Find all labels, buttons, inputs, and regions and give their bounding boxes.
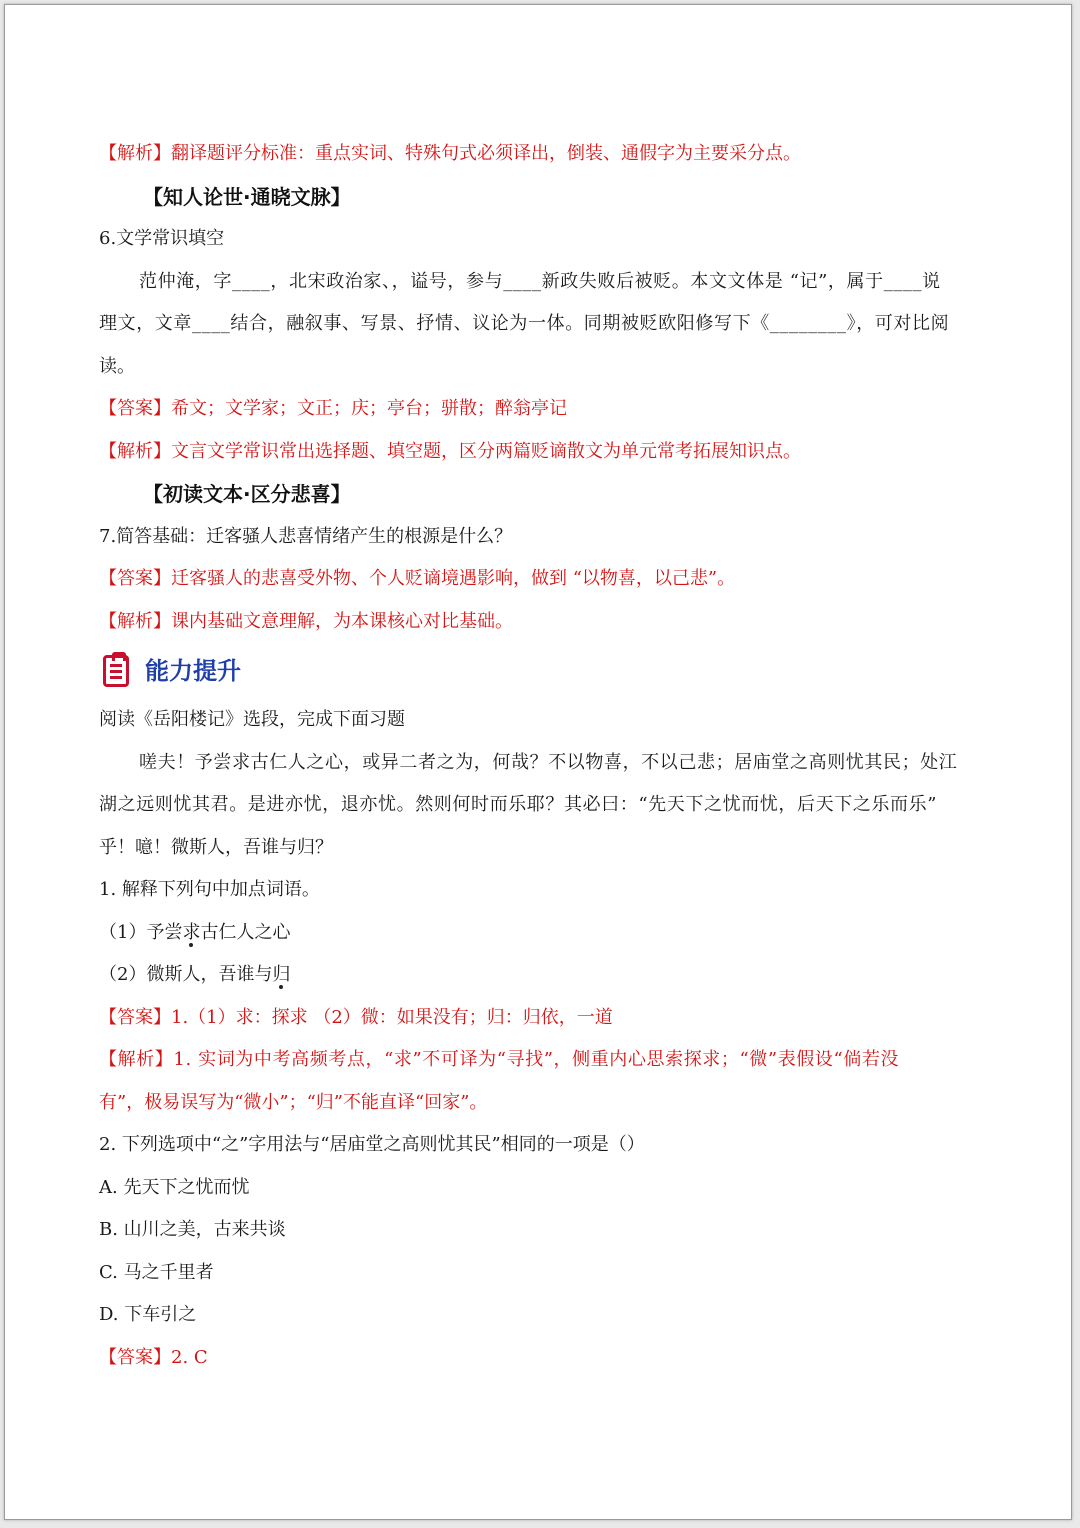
passage-line-2: 湖之远则忧其君。是进亦忧，退亦忧。然则何时而乐耶？其必曰：“先天下之忧而忧，后天下之乐而乐” [99, 794, 937, 815]
question-6-body-line-2: 理文，文章____结合，融叙事、写景、抒情、议论为一体。同期被贬欧阳修写下《________》，可对比阅 [99, 313, 950, 334]
analysis-sub-1-line-2: 有”，极易误写为“微小”；“归”不能直译“回家”。 [99, 1091, 488, 1113]
passage-line-1: 嗟夫！予尝求古仁人之心，或异二者之为，何哉？不以物喜，不以己悲；居庙堂之高则忧其民；处江 [139, 751, 958, 773]
sub-question-1: 1. 解释下列句中加点词语。 [99, 879, 320, 900]
option-b: B. 山川之美，古来共谈 [99, 1219, 286, 1240]
sub-question-1-item-1: （1）予尝求古仁人之心 [99, 921, 291, 943]
option-a: A. 先天下之忧而忧 [99, 1176, 250, 1198]
section-header [99, 643, 989, 699]
subheading-knowledge: 【知人论世·通晓文脉】 [143, 184, 351, 209]
document-page [4, 4, 1072, 1520]
page-content [99, 133, 989, 1379]
analysis-sub-1-line-1: 【解析】1. 实词为中考高频考点，“求”不可译为“寻找”，侧重内心思索探求；“微”表假设“倘若没 [99, 1049, 900, 1070]
answer-sub-1: 【答案】1.（1）求：探求 （2）微：如果没有；归：归依，一道 [99, 1006, 613, 1028]
section-title: 能力提升 [145, 657, 241, 685]
analysis-translation: 【解析】翻译题评分标准：重点实词、特殊句式必须译出，倒装、通假字为主要采分点。 [99, 143, 801, 164]
analysis-7: 【解析】课内基础文意理解，为本课核心对比基础。 [99, 610, 513, 632]
passage-line-3: 乎！噫！微斯人，吾谁与归？ [99, 836, 333, 858]
sub-question-2: 2. 下列选项中“之”字用法与“居庙堂之高则忧其民”相同的一项是（） [99, 1134, 645, 1155]
sub-question-1-item-2: （2）微斯人，吾谁与归 [99, 964, 291, 985]
answer-7: 【答案】迁客骚人的悲喜受外物、个人贬谪境遇影响，做到 “以物喜，以己悲”。 [99, 568, 736, 589]
emphasis-dot-char: 归 [272, 964, 291, 985]
question-6-title: 6.文学常识填空 [99, 228, 225, 249]
analysis-6: 【解析】文言文学常识常出选择题、填空题，区分两篇贬谪散文为单元常考拓展知识点。 [99, 440, 801, 462]
option-d: D. 下车引之 [99, 1304, 197, 1325]
question-7-title: 7.简答基础：迁客骚人悲喜情绪产生的根源是什么？ [99, 525, 513, 547]
answer-sub-2: 【答案】2. C [99, 1346, 208, 1368]
question-6-body-line-3: 读。 [99, 355, 135, 377]
answer-6: 【答案】希文；文学家；文正；庆；亭台；骈散；醉翁亭记 [99, 398, 567, 419]
emphasis-dot-char: 求 [182, 921, 201, 943]
question-6-body-line-1: 范仲淹，字____，北宋政治家、，谥号，参与____新政失败后被贬。本文文体是 “记”，属于____说 [139, 270, 941, 292]
notepad-icon [103, 655, 129, 687]
subheading-reading: 【初读文本·区分悲喜】 [143, 482, 351, 506]
reading-instruction: 阅读《岳阳楼记》选段，完成下面习题 [99, 709, 405, 730]
option-c: C. 马之千里者 [99, 1261, 214, 1283]
